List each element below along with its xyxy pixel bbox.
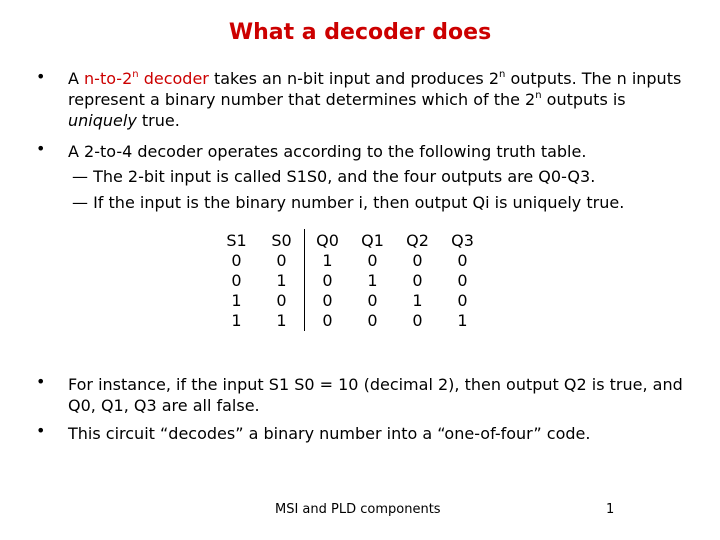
table-cell: 0 xyxy=(259,291,305,311)
table-cell: 0 xyxy=(412,251,423,270)
bullet-marker: • xyxy=(36,139,46,158)
emphasis-text: uniquely xyxy=(68,111,137,130)
table-cell: 0 xyxy=(231,271,242,290)
table-cell: 0 xyxy=(259,251,305,271)
table-cell: 0 xyxy=(367,311,378,330)
bullet-marker: • xyxy=(36,372,46,391)
text-run: takes an n-bit input and produces 2 xyxy=(208,69,500,88)
superscript: n xyxy=(499,69,506,80)
term-superscript: n xyxy=(132,69,139,80)
bullet-summary: This circuit “decodes” a binary number into a “one-of-four” code. xyxy=(68,424,591,443)
sub-bullet-output-rule: — If the input is the binary number i, then output Qi is uniquely true. xyxy=(72,193,625,212)
bullet-decoder-definition xyxy=(68,68,688,131)
column-header: S1 xyxy=(226,231,247,250)
column-header: Q1 xyxy=(361,231,384,250)
bullet-marker: • xyxy=(36,67,46,86)
text-run: outputs. The n inputs represent a binary number that determines which of the 2 xyxy=(68,69,682,109)
table-cell: 0 xyxy=(322,311,333,330)
table-header-row xyxy=(214,229,485,251)
column-header: Q3 xyxy=(451,231,474,250)
bullet-example: For instance, if the input S1 S0 = 10 (decimal 2), then output Q2 is true, and Q0, Q1, Q3 are all false. xyxy=(68,375,683,415)
table-row xyxy=(214,251,485,271)
table-cell: 1 xyxy=(259,311,305,331)
table-cell: 0 xyxy=(322,291,333,310)
decoder-term xyxy=(84,69,209,88)
text-run: A xyxy=(68,69,85,88)
bullet-marker: • xyxy=(36,421,46,440)
table-cell: 0 xyxy=(457,251,468,270)
term-text: n-to-2 xyxy=(84,69,133,88)
table-cell: 1 xyxy=(231,291,242,310)
table-cell: 0 xyxy=(231,251,242,270)
text-run: outputs is xyxy=(541,90,626,109)
term-text: decoder xyxy=(138,69,209,88)
column-header: Q0 xyxy=(316,231,339,250)
table-cell: 0 xyxy=(322,271,333,290)
column-header: Q2 xyxy=(406,231,429,250)
table-row xyxy=(214,311,485,331)
table-cell: 1 xyxy=(322,251,333,270)
table-row xyxy=(214,291,485,311)
footer-text: MSI and PLD components xyxy=(275,502,441,517)
table-cell: 1 xyxy=(231,311,242,330)
column-header: S0 xyxy=(259,229,305,251)
truth-table xyxy=(214,229,485,331)
table-cell: 0 xyxy=(367,251,378,270)
table-cell: 1 xyxy=(259,271,305,291)
table-cell: 1 xyxy=(412,291,423,310)
table-cell: 1 xyxy=(457,311,468,330)
table-cell: 0 xyxy=(367,291,378,310)
page-number: 1 xyxy=(606,502,615,517)
table-cell: 0 xyxy=(412,311,423,330)
page-title: What a decoder does xyxy=(228,20,492,45)
table-cell: 0 xyxy=(457,271,468,290)
bullet-truth-table-intro: A 2-to-4 decoder operates according to the following truth table. xyxy=(68,142,587,161)
superscript: n xyxy=(535,90,542,101)
sub-bullet-input-naming: — The 2-bit input is called S1S0, and the four outputs are Q0-Q3. xyxy=(72,167,596,186)
table-cell: 1 xyxy=(367,271,378,290)
table-row xyxy=(214,271,485,291)
table-cell: 0 xyxy=(412,271,423,290)
text-run: true. xyxy=(136,111,180,130)
table-cell: 0 xyxy=(457,291,468,310)
